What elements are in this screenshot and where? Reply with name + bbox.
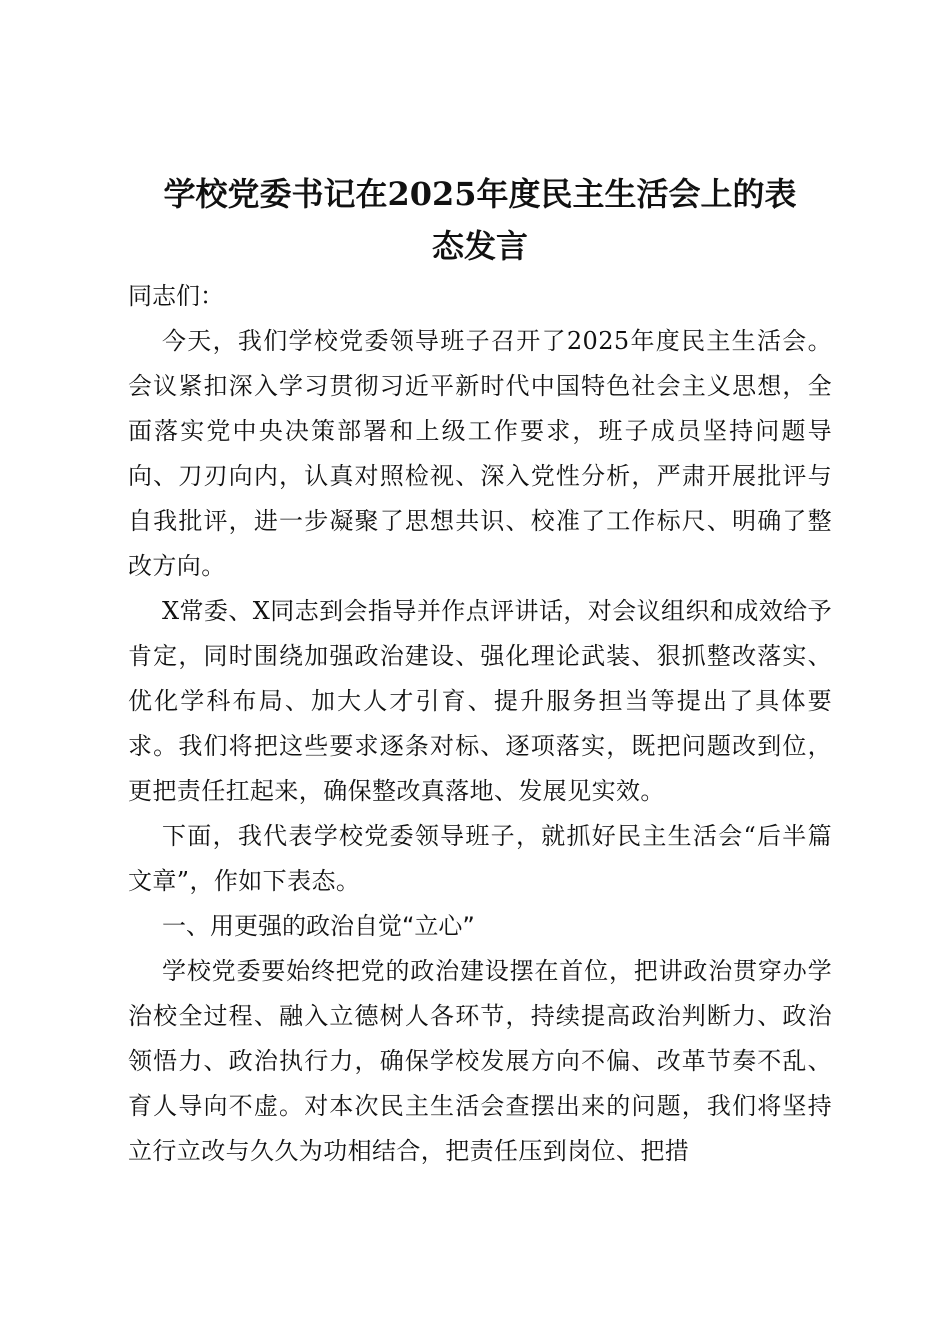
paragraph-statement: 下面，我代表学校党委领导班子，就抓好民主生活会“后半篇文章”，作如下表态。 bbox=[128, 822, 832, 895]
paragraph-section-1: 学校党委要始终把党的政治建设摆在首位，把讲政治贯穿办学治校全过程、融入立德树人各环节，持续提高政治判断力、政治领悟力、政治执行力，确保学校发展方向不偏、改革节奏不乱、育人导向不虚。对本次民主生活会查摆出来的问题，我们将坚持立行立改与久久为功相结合，把责任压到岗位、把措 bbox=[128, 957, 832, 1165]
salutation: 同志们： bbox=[128, 282, 224, 310]
document-title bbox=[128, 168, 832, 272]
document-title-line-1: 学校党委书记在2025年度民主生活会上的表 bbox=[163, 175, 797, 213]
document-title-line-2: 态发言 bbox=[431, 227, 528, 265]
section-heading-1: 一、用更强的政治自觉“立心” bbox=[162, 912, 475, 940]
paragraph-guidance: X常委、X同志到会指导并作点评讲话，对会议组织和成效给予肯定，同时围绕加强政治建设、强化理论武装、狠抓整改落实、优化学科布局、加大人才引育、提升服务担当等提出了具体要求。我们将把这些要求逐条对标、逐项落实，既把问题改到位，更把责任扛起来，确保整改真落地、发展见实效。 bbox=[128, 597, 832, 805]
document-body bbox=[128, 168, 832, 1174]
paragraph-opening: 今天，我们学校党委领导班子召开了2025年度民主生活会。会议紧扣深入学习贯彻习近平新时代中国特色社会主义思想，全面落实党中央决策部署和上级工作要求，班子成员坚持问题导向、刀刃向内，认真对照检视、深入党性分析，严肃开展批评与自我批评，进一步凝聚了思想共识、校准了工作标尺、明确了整改方向。 bbox=[128, 327, 832, 580]
